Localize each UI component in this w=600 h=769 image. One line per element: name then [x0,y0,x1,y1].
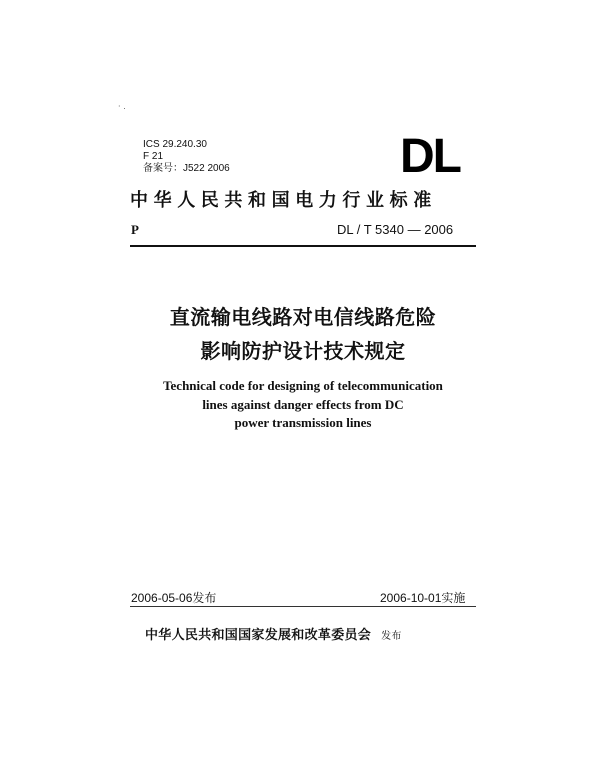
dl-logo: DL [400,130,460,183]
issuer-tag: 发布 [381,631,402,642]
issue-date: 2006-05-06发布 [131,591,217,605]
class-code: F 21 [143,151,164,162]
cn-title-line-1: 直流输电线路对电信线路危险 [169,305,437,329]
effective-date: 2006-10-01实施 [380,591,466,605]
issuer-name: 中华人民共和国国家发展和改革委员会 [145,628,372,643]
en-title-line-2: lines against danger effects from DC [202,397,404,412]
category-letter: P [131,222,139,237]
standard-code: DL / T 5340 — 2006 [337,222,454,237]
filing-number: 备案号：J522 2006 [143,163,230,174]
ics-code: ICS 29.240.30 [143,139,207,150]
header-rule [130,245,476,247]
en-title-line-1: Technical code for designing of telecommunication [163,378,443,393]
footer-rule [130,606,476,607]
standard-type: 中华人民共和国电力行业标准 [130,190,437,211]
en-title-line-3: power transmission lines [234,415,372,430]
issuer [145,624,402,643]
cn-title-line-2: 影响防护设计技术规定 [200,339,406,363]
scan-speck: · . [118,102,126,111]
